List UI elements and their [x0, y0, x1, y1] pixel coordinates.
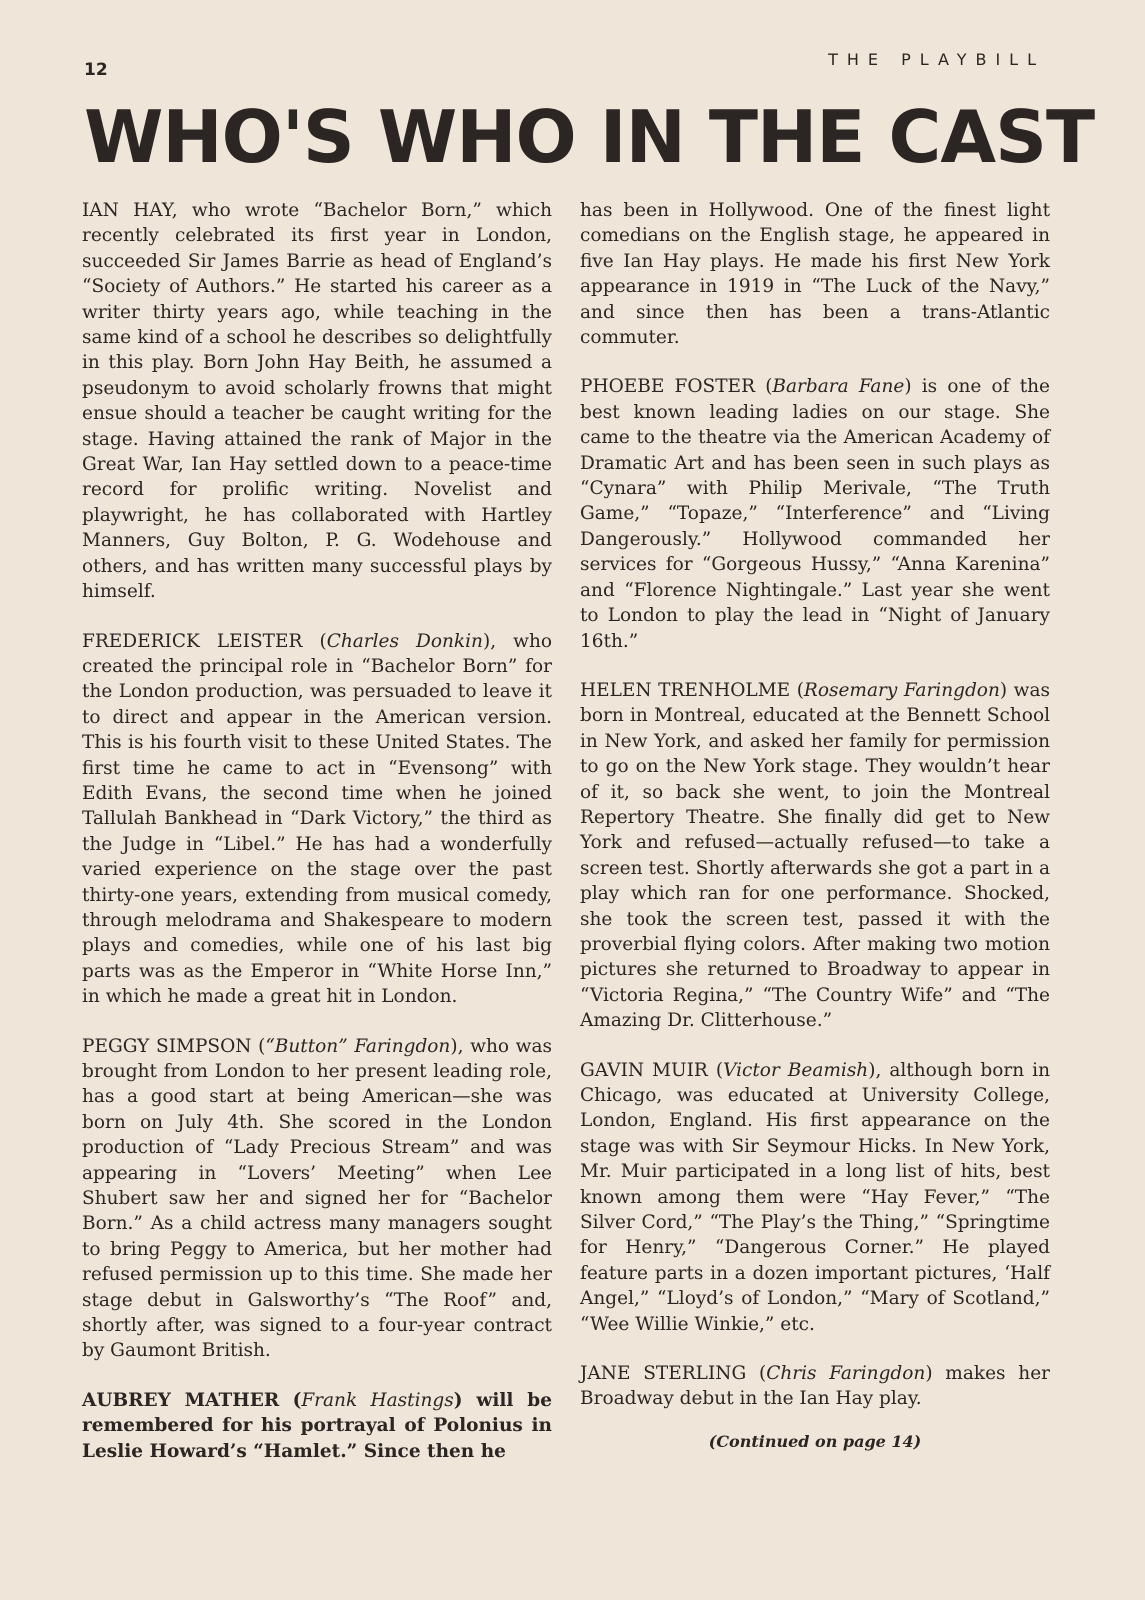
bio-aubrey-mather: AUBREY MATHER (Frank Hastings) will be remembered for his portrayal of Polonius in Leslie Howard’s “Hamlet.” Since then he: [82, 1389, 552, 1462]
page-title: WHO'S WHO IN THE CAST: [84, 95, 1095, 179]
bio-aubrey-mather-continued: [580, 198, 1050, 350]
bio-phoebe-foster: PHOEBE FOSTER (Barbara Fane) is one of the best known leading ladies on our stage. She came to the theatre via the American Academy of Dramatic Art and has been seen in such plays as “Cynara” with Philip Merivale, “The Truth Game,” “Topaze,” “Interference” and “Living Dangerously.” Hollywood commanded her services for “Gorgeous Hussy,” “Anna Karenina” and “Florence Nightingale.” Last year she went to London to play the lead in “Night of January 16th.”: [580, 376, 1050, 652]
bio-body: , although born in Chicago, was educated at University College, London, England. His first appearance on the stage was with Sir Seymour Hicks. In New York, Mr. Muir participated in a long list of hits, best known among them were “Hay Fever,” “The Silver Cord,” “The Play’s the Thing,” “Springtime for Henry,” “Dangerous Corner.” He played feature parts in a dozen important pictures, ‘Half Angel,” “Lloyd’s of London,” “Mary of Scotland,” “Wee Willie Winkie,” etc.: [580, 1059, 1050, 1335]
bio-body: has been in Hollywood. One of the finest light comedians on the English stage, he appeared in five Ian Hay plays. He made his first New York appearance in 1919 in “The Luck of the Navy,” and since then has been a trans-Atlantic commuter.: [580, 200, 1050, 349]
bio-role: Victor Beamish: [723, 1059, 869, 1081]
bio-ian-hay: [82, 198, 552, 605]
left-column: [82, 198, 552, 1488]
bio-gavin-muir: GAVIN MUIR (Victor Beamish), although born in Chicago, was educated at University College, London, England. His first appearance on the stage was with Sir Seymour Hicks. In New York, Mr. Muir participated in a long list of hits, best known among them were “Hay Fever,” “The Silver Cord,” “The Play’s the Thing,” “Springtime for Henry,” “Dangerous Corner.” He played feature parts in a dozen important pictures, ‘Half Angel,” “Lloyd’s of London,” “Mary of Scotland,” “Wee Willie Winkie,” etc.: [580, 1059, 1050, 1335]
bio-name: HELEN TRENHOLME: [580, 679, 791, 701]
right-column: [580, 198, 1050, 1451]
bio-name: PEGGY SIMPSON: [82, 1035, 252, 1057]
bio-role: Barbara Fane: [772, 376, 905, 398]
bio-body: will be remembered for his portrayal of Polonius in Leslie Howard’s “Hamlet.” Since then he: [82, 1389, 552, 1462]
bio-name: JANE STERLING: [580, 1363, 747, 1385]
bio-body: was born in Montreal, educated at the Bennett School in New York, and asked her family for permission to go on the New York stage. They wouldn’t hear of it, so back she went, to join the Montreal Repertory Theatre. She finally did get to New York and refused—actually refused—to take a screen test. Shortly afterwards she got a part in a play which ran for one performance. Shocked, she took the screen test, passed it with the proverbial flying colors. After making two motion pictures she returned to Broadway to appear in “Victoria Regina,” “The Country Wife” and “The Amazing Dr. Clitterhouse.”: [580, 679, 1050, 1032]
bio-role: Frank Hastings: [301, 1389, 454, 1411]
bio-name: IAN HAY,: [82, 200, 178, 221]
bio-role: Charles Donkin: [326, 630, 483, 652]
bio-peggy-simpson: PEGGY SIMPSON (“Button” Faringdon), who was brought from London to her present leading role, has a good start at being American—she was born on July 4th. She scored in the London production of “Lady Precious Stream” and was appearing in “Lovers’ Meeting” when Lee Shubert saw her and signed her for “Bachelor Born.” As a child actress many managers sought to bring Peggy to America, but her mother had refused permission up to this time. She made her stage debut in Galsworthy’s “The Roof” and, shortly after, was signed to a four-year contract by Gaumont British.: [82, 1035, 552, 1362]
bio-frederick-leister: FREDERICK LEISTER (Charles Donkin), who created the principal role in “Bachelor Born” for the London production, was persuaded to leave it to direct and appear in the American version. This is his fourth visit to these United States. The first time he came to act in “Evensong” with Edith Evans, the second time when he joined Tallulah Bankhead in “Dark Victory,” the third as the Judge in “Libel.” He has had a wonderfully varied experience on the stage over the past thirty-one years, extending from musical comedy, through melodrama and Shakespeare to modern plays and comedies, while one of his last big parts was as the Emperor in “White Horse Inn,” in which he made a great hit in London.: [82, 630, 553, 1008]
continued-note: (Continued on page 14): [708, 1431, 922, 1451]
bio-body: , who created the principal role in “Bachelor Born” for the London production, was persuaded to leave it to direct and appear in the American version. This is his fourth visit to these United States. The first time he came to act in “Evensong” with Edith Evans, the second time when he joined Tallulah Bankhead in “Dark Victory,” the third as the Judge in “Libel.” He has had a wonderfully varied experience on the stage over the past thirty-one years, extending from musical comedy, through melodrama and Shakespeare to modern plays and comedies, while one of his last big parts was as the Emperor in “White Horse Inn,” in which he made a great hit in London.: [82, 630, 553, 1008]
bio-role: Chris Faringdon: [766, 1363, 926, 1385]
bio-name: PHOEBE FOSTER: [580, 376, 755, 398]
bio-body: who wrote “Bachelor Born,” which recently celebrated its first year in London, succeeded Sir James Barrie as head of England’s “Society of Authors.” He started his career as a writer thirty years ago, while teaching in the same kind of a school he describes so delightfully in this play. Born John Hay Beith, he assumed a pseudonym to avoid scholarly frowns that might ensue should a teacher be caught writing for the stage. Having attained the rank of Major in the Great War, Ian Hay settled down to a peace-time record for prolific writing. Novelist and playwright, he has collaborated with Hartley Manners, Guy Bolton, P. G. Wodehouse and others, and has written many successful plays by himself.: [82, 200, 552, 603]
bio-body: , who was brought from London to her present leading role, has a good start at being American—she was born on July 4th. She scored in the London production of “Lady Precious Stream” and was appearing in “Lovers’ Meeting” when Lee Shubert saw her and signed her for “Bachelor Born.” As a child actress many managers sought to bring Peggy to America, but her mother had refused permission up to this time. She made her stage debut in Galsworthy’s “The Roof” and, shortly after, was signed to a four-year contract by Gaumont British.: [82, 1035, 552, 1362]
bio-name: FREDERICK LEISTER: [82, 630, 303, 652]
running-head: THE PLAYBILL: [828, 50, 1045, 69]
bio-name: GAVIN MUIR: [580, 1059, 708, 1081]
bio-body: makes her Broadway debut in the Ian Hay play.: [580, 1363, 1050, 1410]
bio-name: AUBREY MATHER: [82, 1389, 280, 1411]
bio-role: “Button” Faringdon: [265, 1035, 451, 1057]
bio-helen-trenholme: HELEN TRENHOLME (Rosemary Faringdon) was born in Montreal, educated at the Bennett School in New York, and asked her family for permission to go on the New York stage. They wouldn’t hear of it, so back she went, to join the Montreal Repertory Theatre. She finally did get to New York and refused—actually refused—to take a screen test. Shortly afterwards she got a part in a play which ran for one performance. Shocked, she took the screen test, passed it with the proverbial flying colors. After making two motion pictures she returned to Broadway to appear in “Victoria Regina,” “The Country Wife” and “The Amazing Dr. Clitterhouse.”: [580, 679, 1050, 1032]
bio-body: is one of the best known leading ladies on our stage. She came to the theatre via the American Academy of Dramatic Art and has been seen in such plays as “Cynara” with Philip Merivale, “The Truth Game,” “Topaze,” “Interference” and “Living Dangerously.” Hollywood commanded her services for “Gorgeous Hussy,” “Anna Karenina” and “Florence Nightingale.” Last year she went to London to play the lead in “Night of January 16th.”: [580, 376, 1050, 652]
bio-jane-sterling: JANE STERLING (Chris Faringdon) makes her Broadway debut in the Ian Hay play.: [580, 1363, 1050, 1410]
page-number: 12: [84, 60, 108, 80]
bio-role: Rosemary Faringdon: [803, 679, 1000, 701]
